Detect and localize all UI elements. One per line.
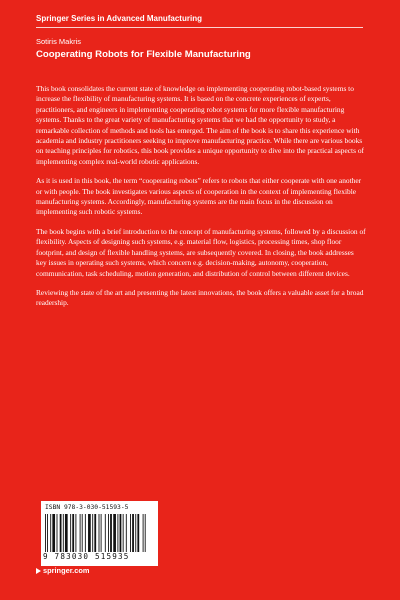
barcode-bar <box>52 514 55 552</box>
book-title: Cooperating Robots for Flexible Manufacturing <box>36 49 251 60</box>
barcode-bar <box>120 514 122 552</box>
barcode-bar <box>143 514 144 552</box>
barcode-bar <box>123 514 124 552</box>
barcode-bar <box>47 514 48 552</box>
blurb-paragraph-1: This book consolidates the current state of knowledge on implementing cooperating robot-based systems to increase the flexibility of manufacturing systems. It is based on the concrete experiences of experts, practitioners, and engineers in implementing cooperating robot systems for more flexible manufacturing systems. Thanks to the great variety of manufacturing systems that we had the opportunity to study, a remarkable collection of methods and tools has emerged. The aim of the book is to share this experience with academia and industry practitioners seeking to improve manufacturing practice. While there are various books on teaching principles for robotics, this book provides a unique opportunity to dive into the practical aspects of implementing complex real-world robotic applications. <box>36 84 364 166</box>
barcode-bar <box>82 514 83 552</box>
barcode-bar <box>63 514 64 552</box>
publisher-url[interactable]: springer.com <box>43 566 90 575</box>
barcode-bar <box>94 514 96 552</box>
barcode-graphic <box>45 514 154 552</box>
barcode-bar <box>99 514 100 552</box>
series-divider <box>36 27 363 28</box>
barcode-bar <box>132 514 134 552</box>
barcode-bar <box>113 514 116 552</box>
barcode-bar <box>135 514 136 552</box>
barcode-bar <box>117 514 118 552</box>
barcode-bar <box>70 514 71 552</box>
barcode-bar <box>72 514 74 552</box>
barcode-bar <box>85 514 86 552</box>
isbn-label: ISBN 978-3-030-51593-5 <box>45 504 129 511</box>
barcode-digits: 9 783030 515935 <box>43 552 130 561</box>
barcode-bar <box>92 514 93 552</box>
arrow-icon <box>36 568 41 574</box>
blurb <box>36 84 366 318</box>
barcode-bar <box>108 514 109 552</box>
blurb-paragraph-4: Reviewing the state of the art and presenting the latest innovations, the book offers a valuable asset for a broad readership. <box>36 287 364 308</box>
barcode-bar <box>137 514 139 552</box>
series-name: Springer Series in Advanced Manufacturing <box>36 14 202 23</box>
barcode-bar <box>145 514 146 552</box>
barcode-bar <box>65 514 68 552</box>
barcode-bar <box>50 514 51 552</box>
barcode-bar <box>80 514 81 552</box>
barcode-bar <box>126 514 127 552</box>
blurb-paragraph-3: The book begins with a brief introduction to the concept of manufacturing systems, followed by a discussion of flexibility. Aspects of designing such systems, e.g. material flow, logistics, processing times, shop floor footprint, and design of flexible handling systems, are subsequently covered. In closing, the book addresses key issues in operating such systems, which concern e.g. decision-making, autonomy, cooperation, communication, task scheduling, motion generation, and distribution of control between different devices. <box>36 226 366 278</box>
barcode-bar <box>45 514 46 552</box>
barcode-bar <box>57 514 58 552</box>
barcode-bar <box>130 514 131 552</box>
author-name: Sotiris Makris <box>36 37 82 46</box>
barcode-bar <box>110 514 112 552</box>
barcode-bar <box>105 514 106 552</box>
barcode-bar <box>101 514 102 552</box>
barcode-bar <box>60 514 62 552</box>
blurb-paragraph-2: As it is used in this book, the term “cooperating robots” refers to robots that either cooperate with one another or with people. The book investigates various aspects of cooperation in the context of implementing flexible manufacturing systems. Accordingly, manufacturing systems are the main focus in the discussion on implementing such robotic systems. <box>36 176 362 217</box>
barcode-bar <box>75 514 76 552</box>
barcode-panel <box>41 501 158 566</box>
barcode-bar <box>88 514 91 552</box>
